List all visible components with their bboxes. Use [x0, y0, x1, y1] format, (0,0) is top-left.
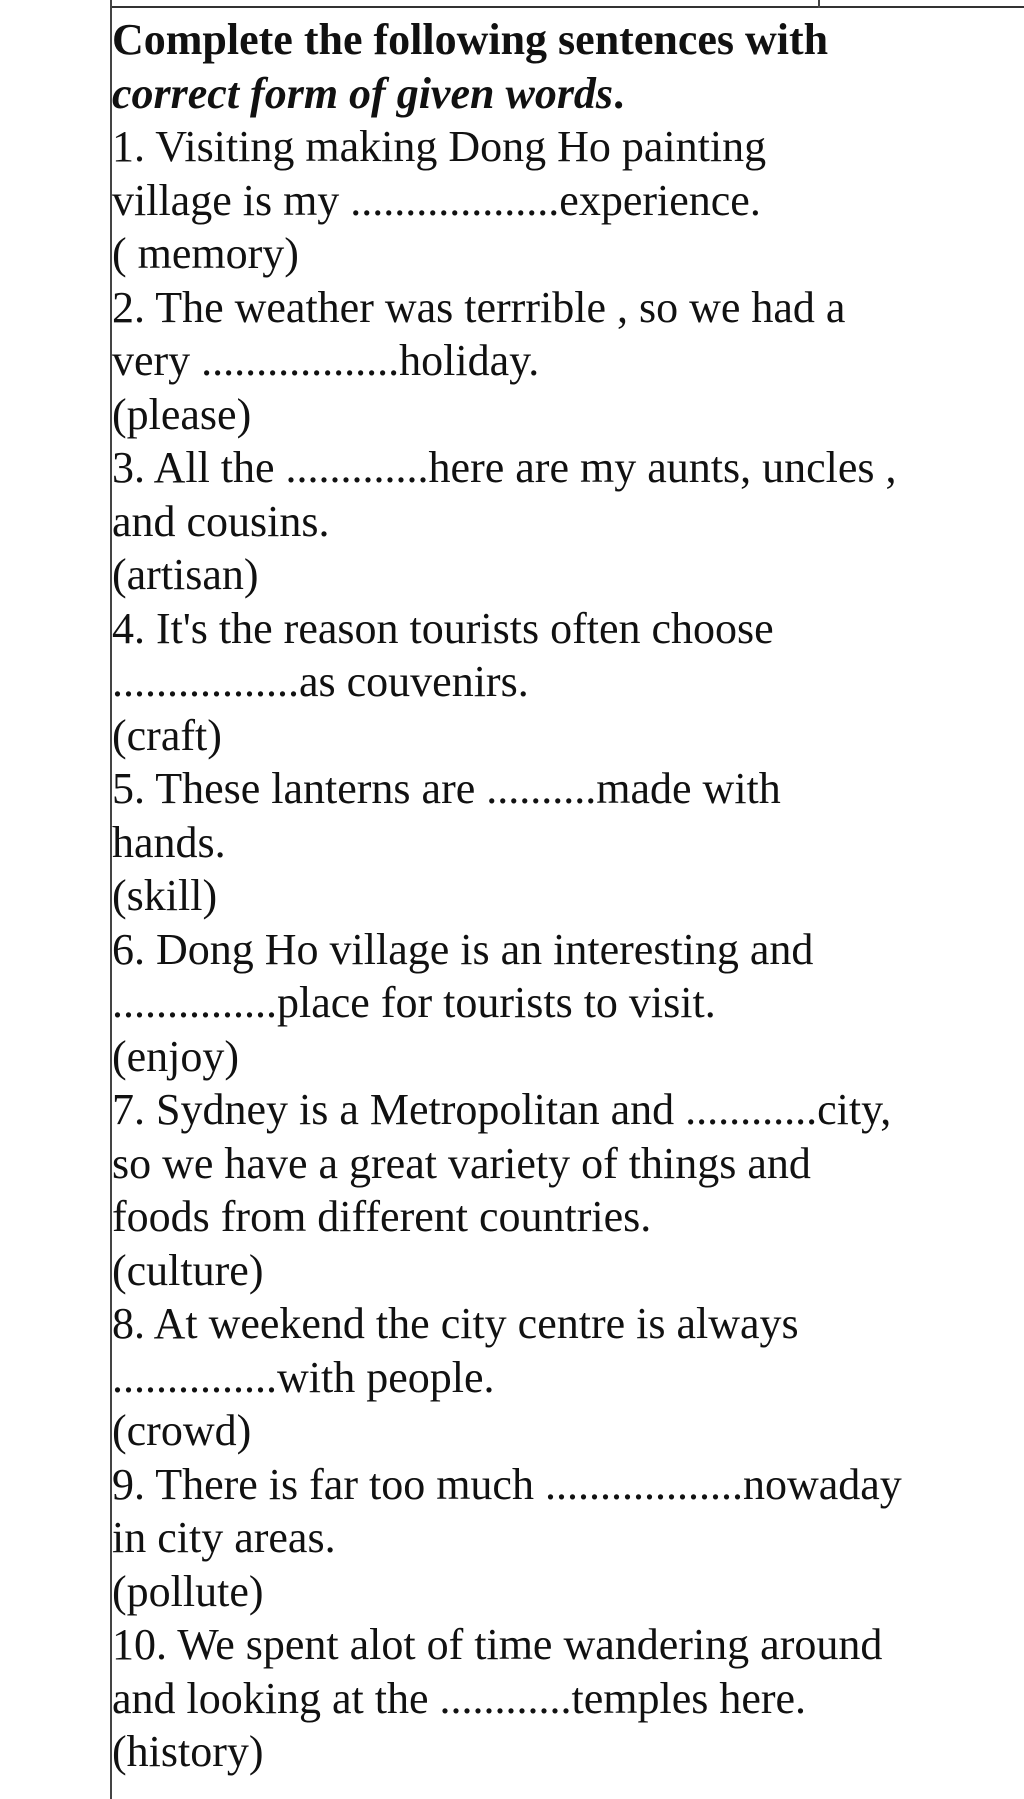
question-6 [112, 923, 1012, 1084]
question-hint: (history) [112, 1727, 264, 1776]
question-2 [112, 281, 1012, 442]
question-4 [112, 602, 1012, 763]
instructions-line-1: Complete the following sentences with [112, 15, 829, 64]
question-text-line: 6. Dong Ho village is an interesting and [112, 924, 814, 974]
question-text-line: ...............place for tourists to visit. [112, 978, 716, 1027]
question-10 [112, 1618, 1012, 1779]
question-hint: (skill) [112, 871, 218, 920]
question-hint: (enjoy) [112, 1031, 240, 1081]
question-text-line: and cousins. [112, 496, 330, 546]
question-hint: (culture) [112, 1245, 264, 1295]
question-text-line: and looking at the ............temples here. [112, 1673, 807, 1723]
question-text-line: 2. The weather was terrrible , so we had a [112, 282, 846, 332]
question-text-line: very ..................holiday. [112, 336, 540, 385]
question-8 [112, 1297, 1012, 1458]
exercise-content [112, 13, 1012, 1779]
instructions [112, 13, 1012, 120]
question-text-line: 9. There is far too much ..................nowaday [112, 1459, 902, 1509]
question-text-line: so we have a great variety of things and [112, 1138, 811, 1188]
table-top-border [110, 6, 1024, 8]
question-text-line: foods from different countries. [112, 1192, 652, 1241]
question-hint: (crowd) [112, 1406, 252, 1455]
question-text-line: 3. All the .............here are my aunts, uncles , [112, 443, 897, 492]
question-text-line: village is my ...................experience. [112, 175, 761, 225]
instructions-line-2 [112, 67, 1012, 121]
table-column-divider [818, 0, 820, 8]
question-text-line: hands. [112, 817, 226, 867]
instructions-italic-text: correct form of given words [112, 68, 614, 118]
instructions-period: . [613, 68, 625, 118]
question-5 [112, 762, 1012, 923]
question-text-line: 1. Visiting making Dong Ho painting [112, 122, 767, 171]
question-9 [112, 1458, 1012, 1619]
question-text-line: in city areas. [112, 1513, 336, 1562]
question-text-line: 5. These lanterns are ..........made with [112, 764, 781, 813]
question-text-line: 7. Sydney is a Metropolitan and ............city, [112, 1085, 892, 1134]
question-text-line: 8. At weekend the city centre is always [112, 1299, 799, 1348]
question-text-line: ...............with people. [112, 1352, 495, 1402]
question-3 [112, 441, 1012, 602]
question-hint: (artisan) [112, 550, 259, 599]
question-hint: (craft) [112, 710, 222, 760]
question-text-line: 4. It's the reason tourists often choose [112, 603, 774, 653]
question-hint: ( memory) [112, 229, 299, 278]
question-7 [112, 1083, 1012, 1297]
question-1 [112, 120, 1012, 281]
question-text-line: .................as couvenirs. [112, 657, 529, 706]
question-hint: (pollute) [112, 1566, 264, 1616]
question-text-line: 10. We spent alot of time wandering around [112, 1620, 883, 1669]
question-hint: (please) [112, 389, 252, 439]
